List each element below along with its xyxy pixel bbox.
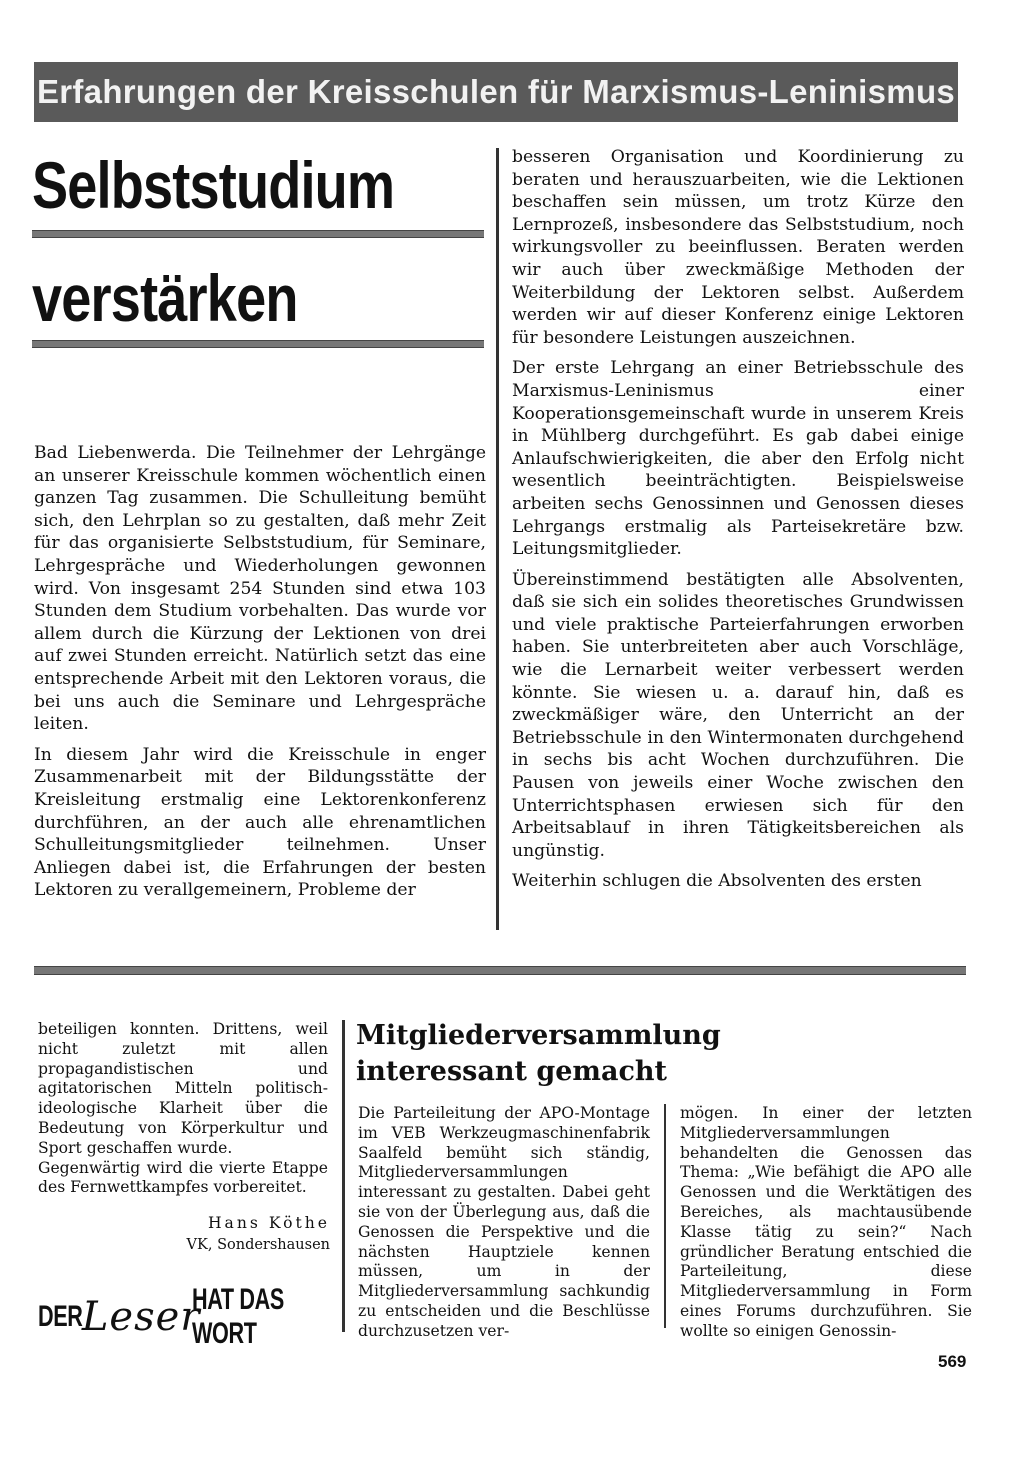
author-name: Hans Köthe <box>207 1214 330 1232</box>
article2-headline-line2: interessant gemacht <box>356 1056 668 1087</box>
headline-rule <box>32 230 484 238</box>
article-headline-line2: verstärken <box>32 261 298 335</box>
reader-letter-logo <box>38 1283 330 1350</box>
column-divider <box>342 1020 345 1332</box>
article-paragraph: Übereinstimmend bestätigten alle Absolventen, daß sie sich ein solides theoretisches Grundwissen und viele praktische Parteierfahrungen erworben haben. Sie unterbreiteten aber auch Vorschläge, wie die Lernarbeit weiter verbessert werden könnte. Sie wiesen u. a. darauf hin, daß es zweckmäßiger wäre, den Unterricht an der Betriebsschule in den Wintermonaten durchgehend in sechs bis acht Wochen durchzuführen. Die Pausen von jeweils einer Woche zwischen den Unterrichtsphasen erwiesen sich für den Arbeitsablauf in ihren Tätigkeitsbereichen als ungünstig. <box>512 569 964 861</box>
letter-paragraph: Gegenwärtig wird die vierte Etappe des Fernwettkampfes vorbereitet. <box>38 1158 328 1197</box>
article-paragraph: Bad Liebenwerda. Die Teilnehmer der Lehrgänge an unserer Kreisschule kommen wöchentlich einen ganzen Tag zusammen. Die Schulleitung bemüht sich, den Lehrplan so zu gestalten, daß mehr Zeit für das organisierte Selbststudium, für Seminare, Lehrgespräche und Wiederholungen gewonnen wird. Von insgesamt 254 Stunden sind etwa 103 Stunden dem Studium vorbehalten. Das wurde vor allem durch die Kürzung der Lektionen von drei auf zwei Stunden erreicht. Natürlich setzt das eine entsprechende Arbeit mit den Lektoren voraus, die bei uns auch die Seminare und Lehrgespräche leiten. <box>34 443 486 735</box>
column-divider <box>664 1104 666 1328</box>
article2-paragraph: mögen. In einer der letzten Mitgliederversammlungen behandelten die Genossen das Thema: „Wie befähigt die APO alle Genossen und die Werktätigen des Bereiches, als machtausübende Klasse tätig zu sein?“ Nach gründlicher Beratung entschied die Parteileitung, diese Mitgliederversammlung in Form eines Forums durchzuführen. Sie wollte so einigen Genossin- <box>680 1104 972 1340</box>
logo-text-hat-das-wort: HAT DAS WORT <box>192 1283 285 1350</box>
article-paragraph: besseren Organisation und Koordinierung zu beraten und herauszuarbeiten, wie die Lektionen beschaffen sein müssen, um trotz Kürze den Lernprozeß, insbesondere das Selbststudium, noch wirkungsvoller zu beeinflussen. Beraten werden wir auch über zweckmäßige Methoden der Weiterbildung der Lektoren selbst. Außerdem werden wir auf dieser Konferenz einige Lektoren für besondere Leistungen auszeichnen. <box>512 147 964 348</box>
article-paragraph: Der erste Lehrgang an einer Betriebsschule des Marxismus-Leninismus einer Kooperationsgemeinschaft wurde in unserem Kreis in Mühlberg durchgeführt. Es gab dabei einige Anlaufschwierigkeiten, die aber den Erfolg nicht wesentlich beeinträchtigten. Beispielsweise arbeiten sechs Genossinnen und Genossen dieses Lehrgangs erstmalig als Parteisekretäre bzw. Leitungsmitglieder. <box>512 358 964 560</box>
article-headline-line1: Selbststudium <box>32 148 395 222</box>
article2-headline <box>356 1018 756 1090</box>
article2-paragraph: Die Parteileitung der APO-Montage im VEB Werkzeugmaschinenfabrik Saalfeld bemüht sich ständig, Mitgliederversammlungen interessant zu gestalten. Dabei geht sie von der Überlegung aus, daß die Genossen die Perspektive und die nächsten Hauptziele kennen müssen, um in der Mitgliederversammlung sachkundig zu entscheiden und die Beschlüsse durchzusetzen ver- <box>358 1104 650 1340</box>
article-left-column <box>34 442 486 910</box>
article2-column-2 <box>680 1104 972 1342</box>
page-number: 569 <box>938 1352 967 1371</box>
letter-paragraph: beteiligen konnten. Drittens, weil nicht zuletzt mit allen propagandistischen und agitatorischen Mitteln politisch-ideologische Klarheit über die Bedeutung von Körperkultur und Sport geschaffen wurde. <box>38 1020 328 1157</box>
logo-text-der: DER <box>38 1300 83 1333</box>
article2-column-1 <box>358 1104 650 1342</box>
letter-signature <box>40 1212 330 1256</box>
logo-text-leser: Leser <box>81 1294 201 1340</box>
article-right-column <box>512 146 964 901</box>
article-paragraph: Weiterhin schlugen die Absolventen des ersten <box>512 871 922 892</box>
article-paragraph: In diesem Jahr wird die Kreisschule in enger Zusammenarbeit mit der Bildungsstätte der Kreisleitung erstmalig eine Lektorenkonferenz durchführen, an der auch alle ehrenamtlichen Schulleitungsmitglieder teilnehmen. Unser Anliegen dabei ist, die Erfahrungen der besten Lektoren zu verallgemeinern, Probleme der <box>34 744 486 901</box>
section-banner: Erfahrungen der Kreisschulen für Marxismus-Leninismus <box>34 62 958 122</box>
section-divider <box>34 966 966 975</box>
column-divider <box>496 148 499 930</box>
letter-column <box>38 1020 328 1198</box>
author-place: VK, Sondershausen <box>186 1237 330 1253</box>
headline-rule <box>32 340 484 348</box>
article2-headline-line1: Mitgliederversammlung <box>356 1020 721 1051</box>
